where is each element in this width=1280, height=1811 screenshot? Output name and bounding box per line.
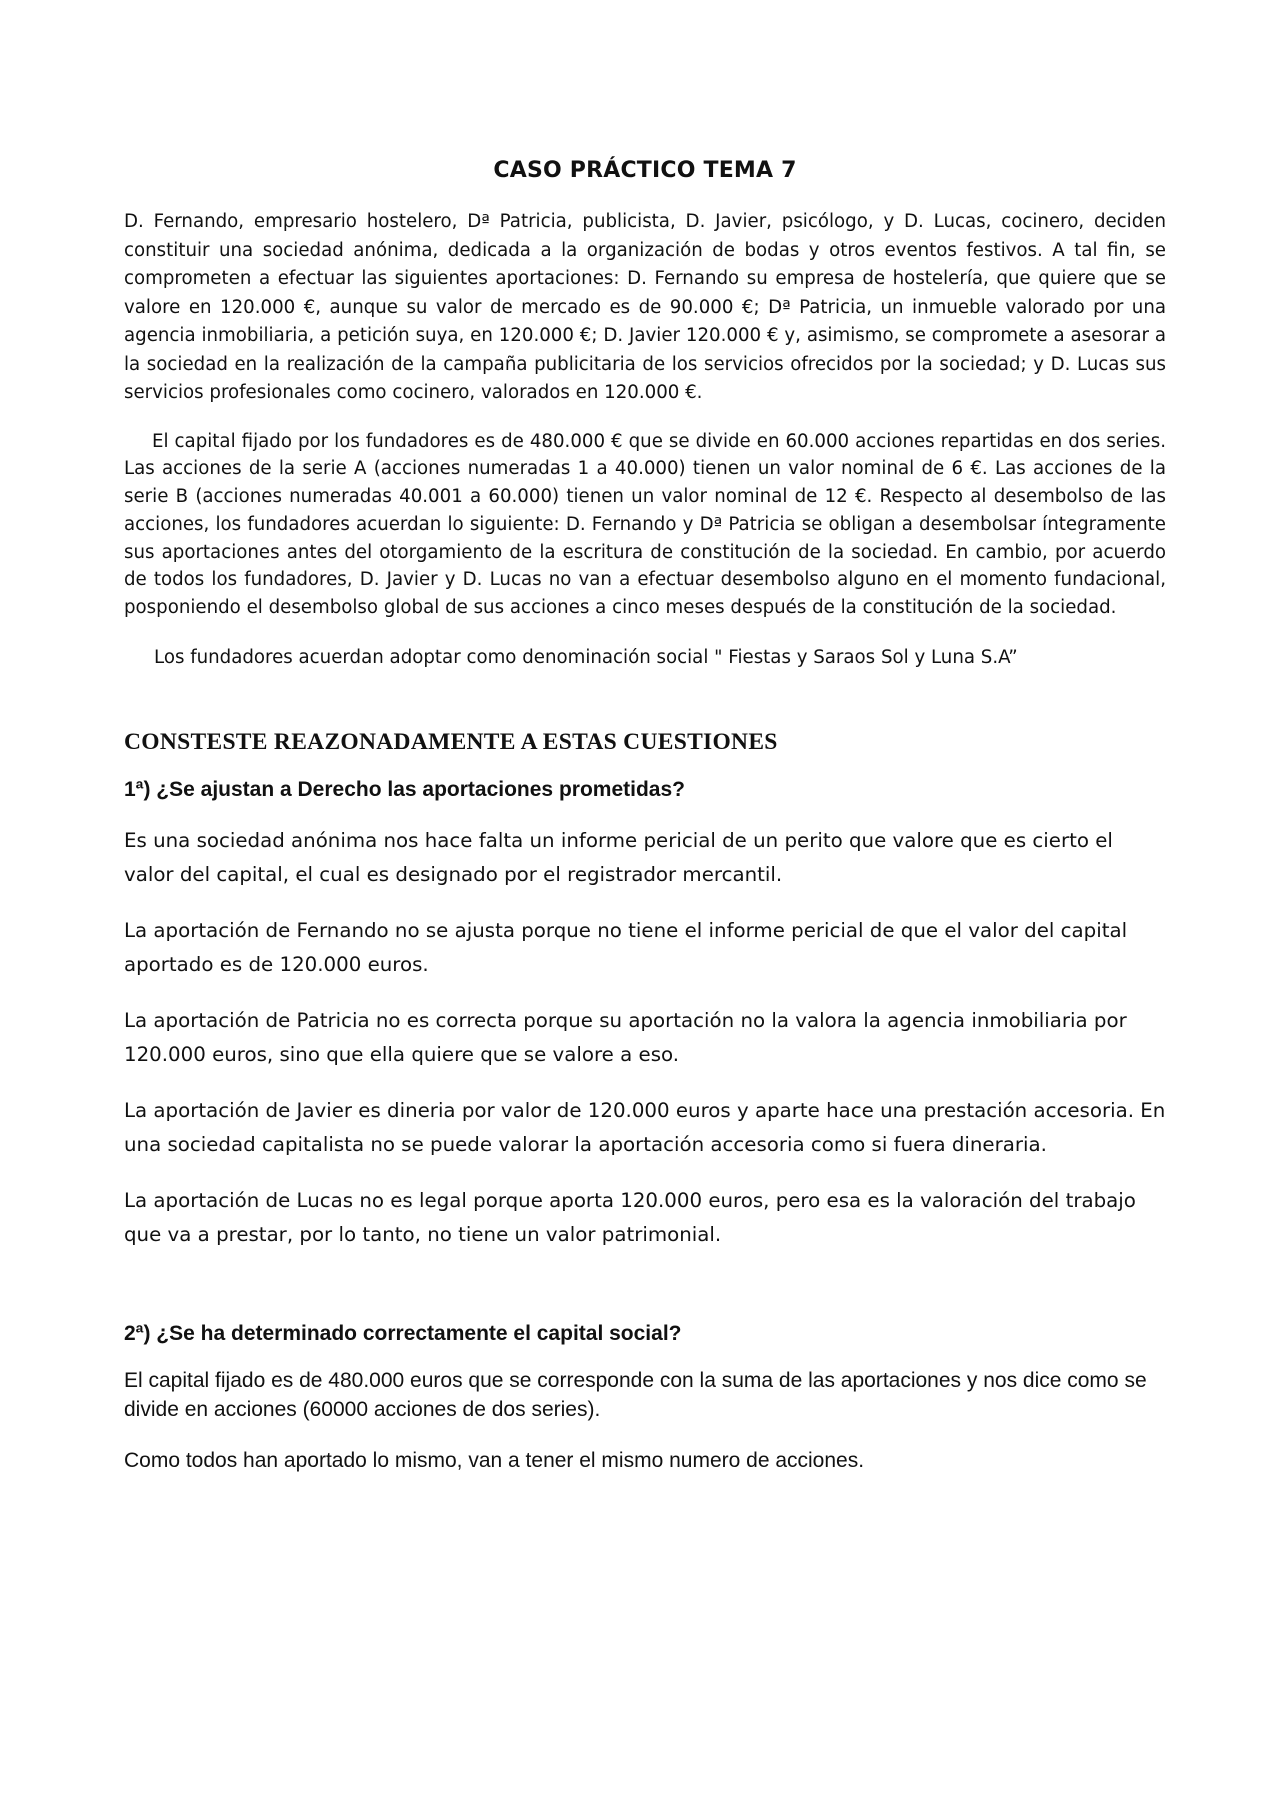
answer-1-paragraph-5: La aportación de Lucas no es legal porque aporta 120.000 euros, pero esa es la valoración del trabajo que va a prestar, por lo tanto, no tiene un valor patrimonial. [124,1188,1136,1246]
document-page [124,158,1166,1497]
instructions-heading: CONSTESTE REAZONADAMENTE A ESTAS CUESTIONES [124,728,778,755]
answer-1-paragraph-4: La aportación de Javier es dineria por valor de 120.000 euros y aparte hace una prestación accesoria. En una sociedad capitalista no se puede valorar la aportación accesoria como si fuera dineraria. [124,1098,1166,1156]
document-title: CASO PRÁCTICO TEMA 7 [493,158,797,183]
statement-paragraph-1: D. Fernando, empresario hostelero, Dª Patricia, publicista, D. Javier, psicólogo, y D. Lucas, cocinero, deciden constituir una sociedad anónima, dedicada a la organización de bodas y otros eventos festivos. A tal fin, se comprometen a efectuar las siguientes aportaciones: D. Fernando su empresa de hostelería, que quiere que se valore en 120.000 €, aunque su valor de mercado es de 90.000 €; Dª Patricia, un inmueble valorado por una agencia inmobiliaria, a petición suya, en 120.000 €; D. Javier 120.000 € y, asimismo, se compromete a asesorar a la sociedad en la realización de la campaña publicitaria de los servicios ofrecidos por la sociedad; y D. Lucas sus servicios profesionales como cocinero, valorados en 120.000 €. [124,211,1166,403]
question-1-text: ¿Se ajustan a Derecho las aportaciones prometidas? [156,777,685,801]
question-2-text: ¿Se ha determinado correctamente el capital social? [156,1321,682,1345]
answer-1-paragraph-3: La aportación de Patricia no es correcta porque su aportación no la valora la agencia inmobiliaria por 120.000 euros, sino que ella quiere que se valore a eso. [124,1008,1127,1066]
answer-1-paragraph-2: La aportación de Fernando no se ajusta porque no tiene el informe pericial de que el valor del capital aportado es de 120.000 euros. [124,918,1128,976]
question-1-number: 1ª) [124,777,151,801]
question-2 [124,1322,1166,1346]
statement-paragraph-2: El capital fijado por los fundadores es de 480.000 € que se divide en 60.000 acciones repartidas en dos series. Las acciones de la serie A (acciones numeradas 1 a 40.000) tienen un valor nominal de 6 €. Las acciones de la serie B (acciones numeradas 40.001 a 60.000) tienen un valor nominal de 12 €. Respecto al desembolso de las acciones, los fundadores acuerdan lo siguiente: D. Fernando y Dª Patricia se obligan a desembolsar íntegramente sus aportaciones antes del otorgamiento de la escritura de constitución de la sociedad. En cambio, por acuerdo de todos los fundadores, D. Javier y D. Lucas no van a efectuar desembolso alguno en el momento fundacional, posponiendo el desembolso global de sus acciones a cinco meses después de la constitución de la sociedad. [124,430,1166,619]
answer-2-paragraph-2: Como todos han aportado lo mismo, van a tener el mismo numero de acciones. [124,1448,865,1472]
question-2-number: 2ª) [124,1321,151,1345]
answer-1-paragraph-1: Es una sociedad anónima nos hace falta un informe pericial de un perito que valore que es cierto el valor del capital, el cual es designado por el registrador mercantil. [124,828,1113,886]
question-1 [124,778,1166,802]
answer-2-paragraph-1: El capital fijado es de 480.000 euros que se corresponde con la suma de las aportaciones y nos dice como se divide en acciones (60000 acciones de dos series). [124,1368,1147,1421]
statement-paragraph-3: Los fundadores acuerdan adoptar como denominación social " Fiestas y Saraos Sol y Luna S.A” [154,647,1018,669]
